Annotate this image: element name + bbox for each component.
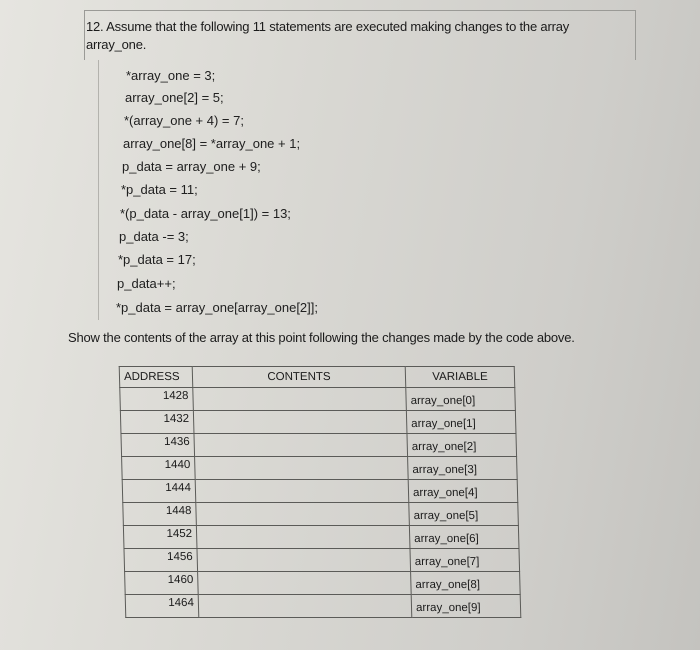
contents-cell[interactable] <box>195 457 409 480</box>
code-line: p_data = array_one + 9; <box>122 159 261 174</box>
table-row <box>120 411 516 434</box>
contents-header: CONTENTS <box>192 367 406 388</box>
code-line: *p_data = 17; <box>118 252 196 267</box>
table-row <box>121 434 517 457</box>
code-line: *(p_data - array_one[1]) = 13; <box>120 206 291 221</box>
contents-cell[interactable] <box>196 503 410 526</box>
address-cell: 1440 <box>122 457 196 480</box>
variable-cell: array_one[7] <box>410 549 520 572</box>
code-line: p_data++; <box>117 276 176 291</box>
address-cell: 1452 <box>123 526 197 549</box>
table-row <box>125 595 521 618</box>
contents-cell[interactable] <box>198 572 412 595</box>
code-line: p_data -= 3; <box>119 229 189 244</box>
variable-header: VARIABLE <box>405 367 515 388</box>
address-cell: 1444 <box>122 480 196 503</box>
contents-cell[interactable] <box>193 411 407 434</box>
variable-cell: array_one[2] <box>407 434 517 457</box>
variable-cell: array_one[9] <box>411 595 521 618</box>
code-line: *p_data = array_one[array_one[2]]; <box>116 300 319 315</box>
address-cell: 1436 <box>121 434 195 457</box>
code-line: *array_one = 3; <box>126 68 216 83</box>
table-header-row <box>119 367 515 388</box>
contents-cell[interactable] <box>195 480 409 503</box>
contents-cell[interactable] <box>193 388 407 411</box>
instruction-text: Show the contents of the array at this point following the changes made by the code above. <box>68 330 575 345</box>
table-row <box>122 480 518 503</box>
variable-cell: array_one[0] <box>406 388 516 411</box>
table-row <box>123 503 519 526</box>
table-row <box>122 457 518 480</box>
memory-table <box>119 366 522 618</box>
code-line: array_one[8] = *array_one + 1; <box>123 136 301 151</box>
variable-cell: array_one[3] <box>408 457 518 480</box>
code-margin-line <box>98 60 99 320</box>
variable-cell: array_one[5] <box>409 503 519 526</box>
address-cell: 1456 <box>124 549 198 572</box>
question-text-line-1: 12. Assume that the following 11 statements are executed making changes to the array <box>86 19 570 34</box>
address-cell: 1432 <box>120 411 194 434</box>
address-header: ADDRESS <box>119 367 193 388</box>
contents-cell[interactable] <box>197 549 411 572</box>
address-cell: 1448 <box>123 503 197 526</box>
variable-cell: array_one[4] <box>408 480 518 503</box>
variable-cell: array_one[8] <box>411 572 521 595</box>
code-line: *p_data = 11; <box>121 182 198 197</box>
question-text-line-2: array_one. <box>86 37 147 52</box>
address-cell: 1460 <box>125 572 199 595</box>
address-cell: 1464 <box>125 595 199 618</box>
contents-cell[interactable] <box>198 595 412 618</box>
question-box <box>84 10 636 60</box>
contents-cell[interactable] <box>196 526 410 549</box>
code-line: array_one[2] = 5; <box>125 90 224 105</box>
memory-table-wrapper <box>119 366 522 618</box>
variable-cell: array_one[1] <box>406 411 516 434</box>
code-line: *(array_one + 4) = 7; <box>124 113 244 128</box>
table-row <box>125 572 521 595</box>
table-row <box>120 388 516 411</box>
table-row <box>124 549 520 572</box>
contents-cell[interactable] <box>194 434 408 457</box>
table-row <box>123 526 519 549</box>
address-cell: 1428 <box>120 388 194 411</box>
variable-cell: array_one[6] <box>409 526 519 549</box>
